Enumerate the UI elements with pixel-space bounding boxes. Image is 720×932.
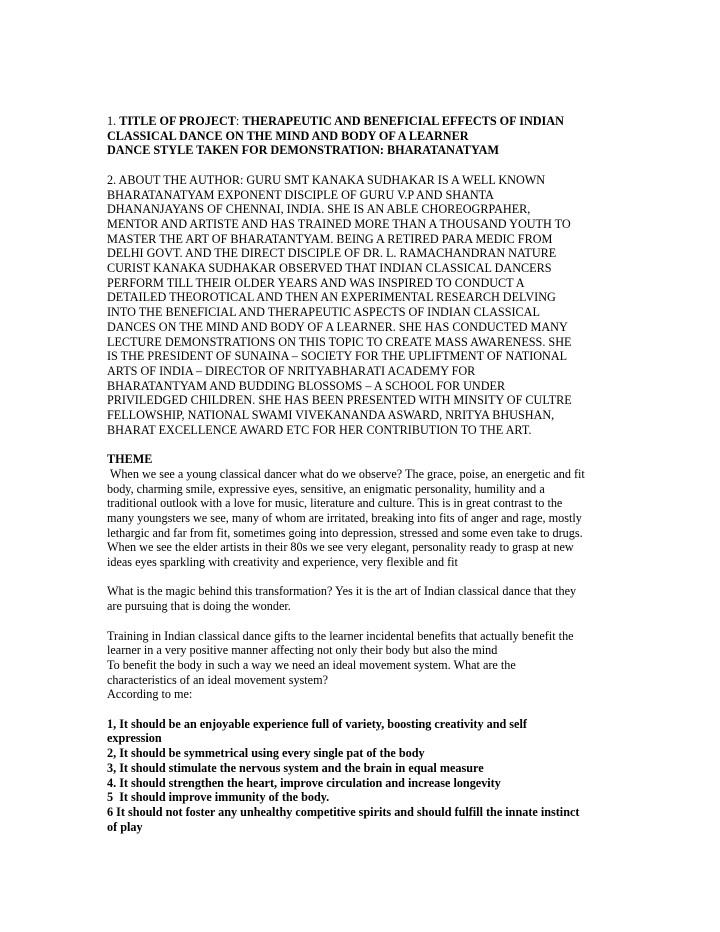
author-line: BHARATANTYAM AND BUDDING BLOSSOMS – A SCHOOL FOR UNDER	[107, 378, 506, 393]
author-line: IS THE PRESIDENT OF SUNAINA – SOCIETY FOR THE UPLIFTMENT OF NATIONAL	[107, 349, 568, 364]
criteria-list	[107, 717, 619, 835]
criteria-item: 2, It should be symmetrical using every single pat of the body	[107, 746, 425, 761]
section-number: 1.	[107, 114, 117, 128]
author-line: LECTURE DEMONSTRATIONS ON THIS TOPIC TO CREATE MASS AWARENESS. SHE	[107, 334, 572, 349]
theme-line: body, charming smile, expressive eyes, sensitive, an enigmatic personality, humility and a	[107, 481, 545, 496]
author-line: CURIST KANAKA SUDHAKAR OBSERVED THAT INDIAN CLASSICAL DANCERS	[107, 261, 552, 276]
criteria-item: 5 It should improve immunity of the body.	[107, 790, 330, 805]
theme-line: many youngsters we see, many of whom are irritated, breaking into fits of anger and rage, mostly	[107, 510, 582, 525]
author-line: MENTOR AND ARTISTE AND HAS TRAINED MORE THAN A THOUSAND YOUTH TO	[107, 216, 571, 231]
author-section	[107, 173, 619, 438]
theme-line: Training in Indian classical dance gifts to the learner incidental benefits that actually benefit the	[107, 628, 574, 643]
author-line: DANCES ON THE MIND AND BODY OF A LEARNER. SHE HAS CONDUCTED MANY	[107, 319, 568, 334]
project-title-label: TITLE OF PROJECT	[119, 114, 236, 128]
criteria-item: 3, It should stimulate the nervous system and the brain in equal measure	[107, 760, 484, 775]
theme-line: To benefit the body in such a way we need an ideal movement system. What are the	[107, 657, 516, 672]
author-line: MASTER THE ART OF BHARATANTYAM. BEING A RETIRED PARA MEDIC FROM	[107, 231, 553, 246]
project-title-colon: :	[235, 114, 240, 128]
project-title-text: THERAPEUTIC AND BENEFICIAL EFFECTS OF INDIAN	[242, 114, 564, 128]
criteria-item: 6 It should not foster any unhealthy competitive spirits and should fulfill the innate instinct	[107, 804, 580, 819]
document-page	[107, 114, 619, 834]
criteria-item: 1, It should be an enjoyable experience full of variety, boosting creativity and self	[107, 716, 527, 731]
author-line: FELLOWSHIP, NATIONAL SWAMI VIVEKANANDA ASWARD, NRITYA BHUSHAN,	[107, 408, 555, 423]
project-title-continuation: CLASSICAL DANCE ON THE MIND AND BODY OF A LEARNER	[107, 128, 469, 143]
theme-line: When we see the elder artists in their 80s we see very elegant, personality ready to grasp at new	[107, 540, 574, 555]
criteria-item: of play	[107, 819, 143, 834]
author-line: PERFORM TILL THEIR OLDER YEARS AND WAS INSPIRED TO CONDUCT A	[107, 275, 525, 290]
author-line: 2. ABOUT THE AUTHOR: GURU SMT KANAKA SUDHAKAR IS A WELL KNOWN	[107, 172, 546, 187]
theme-line: lethargic and far from fit, sometimes going into depression, stressed and some even take to drugs.	[107, 525, 583, 540]
theme-paragraph-1	[107, 467, 619, 570]
author-line: DELHI GOVT. AND THE DIRECT DISCIPLE OF DR. L. RAMACHANDRAN NATURE	[107, 246, 557, 261]
criteria-item: expression	[107, 731, 162, 746]
theme-line: characteristics of an ideal movement system?	[107, 672, 328, 687]
author-line: BHARATANATYAM EXPONENT DISCIPLE OF GURU V.P AND SHANTA	[107, 187, 494, 202]
theme-line: When we see a young classical dancer what do we observe? The grace, poise, an energetic and fit	[107, 466, 585, 481]
author-line: DETAILED THEOROTICAL AND THEN AN EXPERIMENTAL RESEARCH DELVING	[107, 290, 556, 305]
author-line: DHANANJAYANS OF CHENNAI, INDIA. SHE IS AN ABLE CHOREOGRPAHER,	[107, 202, 531, 217]
theme-line: traditional outlook with a love for music, literature and culture. This is in great contrast to the	[107, 496, 563, 511]
theme-line: According to me:	[107, 687, 193, 702]
theme-line: are pursuing that is doing the wonder.	[107, 599, 291, 614]
author-line: BHARAT EXCELLENCE AWARD ETC FOR HER CONTRIBUTION TO THE ART.	[107, 422, 532, 437]
theme-paragraph-3	[107, 629, 619, 703]
project-title-line	[107, 114, 619, 129]
theme-heading: THEME	[107, 452, 153, 467]
author-line: ARTS OF INDIA – DIRECTOR OF NRITYABHARATI ACADEMY FOR	[107, 363, 476, 378]
theme-line: What is the magic behind this transformation? Yes it is the art of Indian classical dance that they	[107, 584, 577, 599]
theme-line: ideas eyes sparkling with creativity and experience, very flexible and fit	[107, 555, 458, 570]
author-line: INTO THE BENEFICIAL AND THERAPEUTIC ASPECTS OF INDIAN CLASSICAL	[107, 305, 540, 320]
theme-paragraph-2	[107, 584, 619, 613]
author-line: PRIVILEDGED CHILDREN. SHE HAS BEEN PRESENTED WITH MINSITY OF CULTRE	[107, 393, 572, 408]
theme-line: learner in a very positive manner affecting not only their body but also the mind	[107, 643, 498, 658]
dance-style-line: DANCE STYLE TAKEN FOR DEMONSTRATION: BHARATANATYAM	[107, 143, 499, 158]
criteria-item: 4. It should strengthen the heart, improve circulation and increase longevity	[107, 775, 501, 790]
